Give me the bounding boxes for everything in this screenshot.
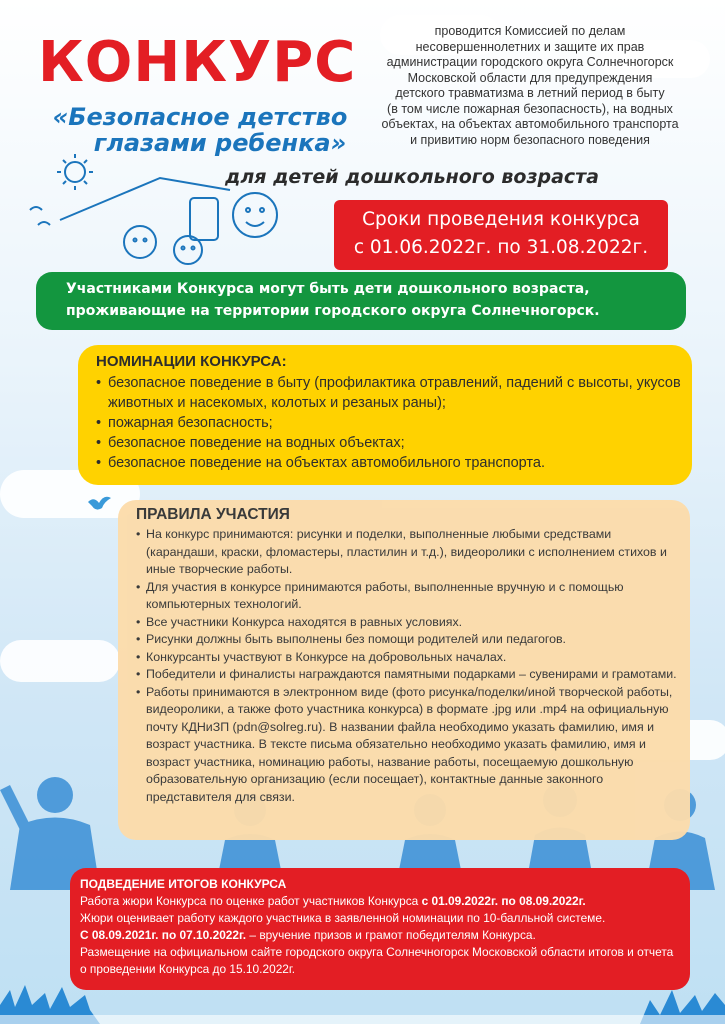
results-paragraph [80, 893, 682, 910]
list-item: • безопасное поведение в быту (профилактика отравлений, падений с высоты, укусов животных и насекомых, колотых и резаных раны); [96, 373, 692, 413]
list-item: • Победители и финалисты награждаются памятными подарками – сувенирами и грамотами. [136, 666, 680, 684]
subtitle-line: «Безопасное детство [52, 103, 348, 131]
intro-line: (в том числе пожарная безопасность), на водных [387, 101, 673, 116]
participants-banner [36, 272, 686, 330]
list-item: • Рисунки должны быть выполнены без помощи родителей или педагогов. [136, 631, 680, 649]
rules-heading: ПРАВИЛА УЧАСТИЯ [136, 506, 290, 523]
participants-line: Участниками Конкурса могут быть дети дошкольного возраста, [66, 281, 590, 297]
list-item: • Все участники Конкурса находятся в равных условиях. [136, 614, 680, 632]
contest-dates-banner [334, 200, 668, 270]
list-item: • пожарная безопасность; [96, 413, 692, 433]
age-group-label: для детей дошкольного возраста [225, 166, 599, 188]
results-paragraph [80, 927, 682, 944]
results-box [70, 868, 690, 990]
cloud [0, 640, 120, 682]
participants-line: проживающие на территории городского округа Солнечногорск. [66, 303, 600, 319]
rules-list [136, 526, 680, 806]
page-title: КОНКУРС [38, 30, 357, 95]
list-item: • На конкурс принимаются: рисунки и поделки, выполненные любыми средствами (карандаши, краски, фломастеры, пластилин и т.д.), видеоролики с исполнением стихов и иные творческие работы. [136, 526, 680, 579]
contest-subtitle [50, 104, 350, 156]
results-text: – вручение призов и грамот победителям Конкурса. [246, 928, 536, 942]
list-item: • безопасное поведение на объектах автомобильного транспорта. [96, 453, 692, 473]
subtitle-line: глазами ребенка» [93, 129, 347, 157]
grass-decoration [0, 985, 725, 1024]
children-drawing-illustration [20, 150, 320, 270]
list-item: • Работы принимаются в электронном виде (фото рисунка/поделки/иной творческой работы, видеоролики, а также фото участника конкурса) в формате .jpg или .mp4 на официальную почту КДНиЗП (pdn@solreg.ru). В названии файла необходимо указать фамилию, имя и возраст участника. В тексте письма обязательно необходимо указать фамилию, имя и возраст участника, номинацию работы, название работы, посещаемую дошкольную образовательную организацию (если посещает), контактные данные законного представителя для связи. [136, 684, 680, 807]
intro-line: несовершеннолетних и защите их прав [415, 39, 645, 54]
nominations-list [96, 373, 692, 473]
intro-line: Московской области для предупреждения [407, 70, 653, 85]
results-heading: ПОДВЕДЕНИЕ ИТОГОВ КОНКУРСА [80, 877, 287, 891]
list-item: • Для участия в конкурсе принимаются работы, выполненные вручную и с помощью компьютерных технологий. [136, 579, 680, 614]
intro-line: объектах, на объектах автомобильного транспорта [381, 117, 679, 131]
list-item: • безопасное поведение на водных объектах; [96, 433, 692, 453]
intro-line: администрации городского округа Солнечногорск [386, 55, 674, 69]
sun-icon [57, 154, 93, 190]
results-date: с 01.09.2022г. по 08.09.2022г. [421, 894, 586, 908]
intro-line: проводится Комиссией по делам [434, 24, 626, 38]
rules-box [118, 500, 690, 840]
bird-icon [86, 494, 112, 514]
list-item: • Конкурсанты участвуют в Конкурсе на добровольных началах. [136, 649, 680, 667]
intro-text [345, 24, 715, 148]
intro-line: детского травматизма в летний период в быту [395, 86, 665, 100]
intro-line: и привитию норм безопасного поведения [410, 132, 650, 147]
nominations-box [78, 345, 692, 485]
results-paragraph: Жюри оценивает работу каждого участника в заявленной номинации по 10-балльной системе. [80, 911, 606, 925]
nominations-heading: НОМИНАЦИИ КОНКУРСА: [96, 353, 287, 370]
results-text: Работа жюри Конкурса по оценке работ участников Конкурса [80, 894, 422, 908]
results-date: С 08.09.2021г. по 07.10.2022г. [80, 928, 247, 942]
dates-range: с 01.06.2022г. по 31.08.2022г. [353, 237, 649, 258]
results-paragraph: Размещение на официальном сайте городского округа Солнечногорск Московской области итогов и отчета о проведении Конкурса до 15.10.2022г. [80, 945, 674, 976]
dates-heading: Сроки проведения конкурса [362, 209, 640, 230]
